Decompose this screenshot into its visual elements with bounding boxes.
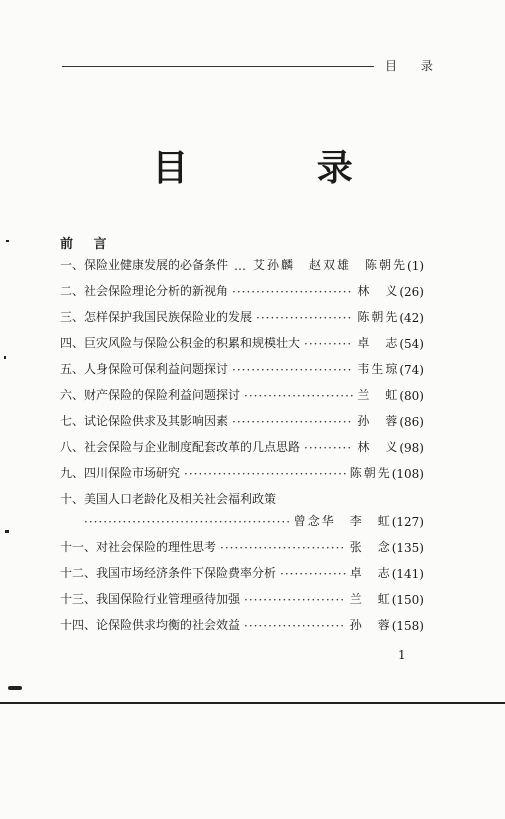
toc-entry-page: (80) bbox=[399, 389, 424, 403]
toc-entry bbox=[60, 561, 424, 581]
toc-entry-leader bbox=[184, 467, 346, 481]
toc-entry-leader bbox=[280, 567, 346, 581]
toc-entry-title: 七、试论保险供求及其影响因素 bbox=[60, 414, 229, 428]
toc-entry-leader bbox=[244, 389, 353, 403]
toc-entry bbox=[60, 279, 424, 299]
toc-entry-title: 十、美国人口老龄化及相关社会福利政策 bbox=[60, 492, 277, 506]
toc-entry-page: (74) bbox=[399, 363, 424, 377]
toc-entry-title: 十四、论保险供求均衡的社会效益 bbox=[60, 618, 241, 632]
toc-entry-page: (158) bbox=[391, 619, 424, 633]
foreword-heading: 前 言 bbox=[60, 237, 115, 252]
toc-entry-leader bbox=[304, 441, 353, 455]
toc-entry-page: (26) bbox=[399, 285, 424, 299]
toc-entry-author: 孙 蓉 bbox=[357, 414, 400, 428]
toc-entry-leader bbox=[232, 363, 353, 377]
page-number: 1 bbox=[398, 648, 406, 662]
toc-entry bbox=[60, 253, 424, 273]
toc-entry bbox=[60, 331, 424, 351]
toc-entry-page: (86) bbox=[399, 415, 424, 429]
toc-entry-page: (127) bbox=[391, 515, 424, 529]
toc-entry-author: 曾念华 李 虹 bbox=[293, 514, 392, 528]
toc-entry-title: 十二、我国市场经济条件下保险费率分析 bbox=[60, 566, 277, 580]
toc-entry-leader bbox=[84, 515, 290, 529]
toc-entry-author: 陈朝先 bbox=[357, 310, 400, 324]
toc-entry-title: 九、四川保险市场研究 bbox=[60, 466, 181, 480]
toc-entry-title: 十一、对社会保险的理性思考 bbox=[60, 540, 217, 554]
toc-entry-author: 兰 虹 bbox=[357, 388, 400, 402]
toc-entry bbox=[60, 487, 424, 507]
scan-speck bbox=[4, 356, 6, 359]
toc-entry-page: (98) bbox=[399, 441, 424, 455]
toc-entry-author: 艾孙麟 赵双雄 陈朝先 bbox=[253, 258, 408, 272]
toc-entry bbox=[60, 435, 424, 455]
toc-entry-author: 卓 志 bbox=[349, 566, 392, 580]
toc-entry bbox=[60, 613, 424, 633]
toc-entry-author: 陈朝先 bbox=[349, 466, 392, 480]
toc-entry bbox=[60, 305, 424, 325]
toc-entry-leader bbox=[232, 415, 353, 429]
toc-entry-page: (141) bbox=[391, 567, 424, 581]
toc-entry-title: 一、保险业健康发展的必备条件 bbox=[60, 258, 229, 272]
toc-entry-page: (1) bbox=[407, 259, 425, 273]
toc-entry-author: 卓 志 bbox=[357, 336, 400, 350]
toc-entry-leader bbox=[304, 337, 353, 351]
toc-entry-title: 三、怎样保护我国民族保险业的发展 bbox=[60, 310, 253, 324]
toc-entry-leader: … bbox=[234, 259, 248, 273]
scan-speck bbox=[6, 240, 9, 242]
toc-entry-title: 八、社会保险与企业制度配套改革的几点思路 bbox=[60, 440, 301, 454]
toc-entry-author: 韦生琼 bbox=[357, 362, 400, 376]
toc-entry bbox=[60, 461, 424, 481]
toc-entry bbox=[60, 535, 424, 555]
toc-entry-author: 林 义 bbox=[357, 440, 400, 454]
toc-entry-page: (150) bbox=[391, 593, 424, 607]
header-rule bbox=[62, 66, 374, 67]
toc-entry-leader bbox=[220, 541, 346, 555]
toc-entry-page: (42) bbox=[399, 311, 424, 325]
toc-entry bbox=[60, 357, 424, 377]
toc-entry-leader bbox=[232, 285, 353, 299]
toc-entry-continuation bbox=[80, 509, 424, 529]
toc-entry-title: 十三、我国保险行业管理亟待加强 bbox=[60, 592, 241, 606]
toc-entry-page: (135) bbox=[391, 541, 424, 555]
toc-entry-page: (108) bbox=[391, 467, 424, 481]
toc-entry-author: 张 念 bbox=[349, 540, 392, 554]
toc-entry-title: 五、人身保险可保利益问题探讨 bbox=[60, 362, 229, 376]
toc-entry bbox=[60, 383, 424, 403]
scan-speck bbox=[8, 686, 22, 690]
toc-entry-author: 林 义 bbox=[357, 284, 400, 298]
toc-entry bbox=[60, 409, 424, 429]
scan-speck bbox=[5, 530, 9, 533]
footer-rule bbox=[0, 702, 505, 704]
toc-entry-leader bbox=[244, 593, 346, 607]
toc-entry-author: 兰 虹 bbox=[349, 592, 392, 606]
toc-entry bbox=[60, 587, 424, 607]
toc-entry-author: 孙 蓉 bbox=[349, 618, 392, 632]
toc-entry-title: 六、财产保险的保险利益问题探讨 bbox=[60, 388, 241, 402]
toc-entry-page: (54) bbox=[399, 337, 424, 351]
toc-entry-leader bbox=[256, 311, 353, 325]
toc-entry-leader bbox=[244, 619, 346, 633]
running-header: 目 录 bbox=[385, 59, 443, 73]
page-title: 目 录 bbox=[152, 148, 411, 189]
toc-entry-title: 四、巨灾风险与保险公积金的积累和规模壮大 bbox=[60, 336, 301, 350]
toc-entry-title: 二、社会保险理论分析的新视角 bbox=[60, 284, 229, 298]
